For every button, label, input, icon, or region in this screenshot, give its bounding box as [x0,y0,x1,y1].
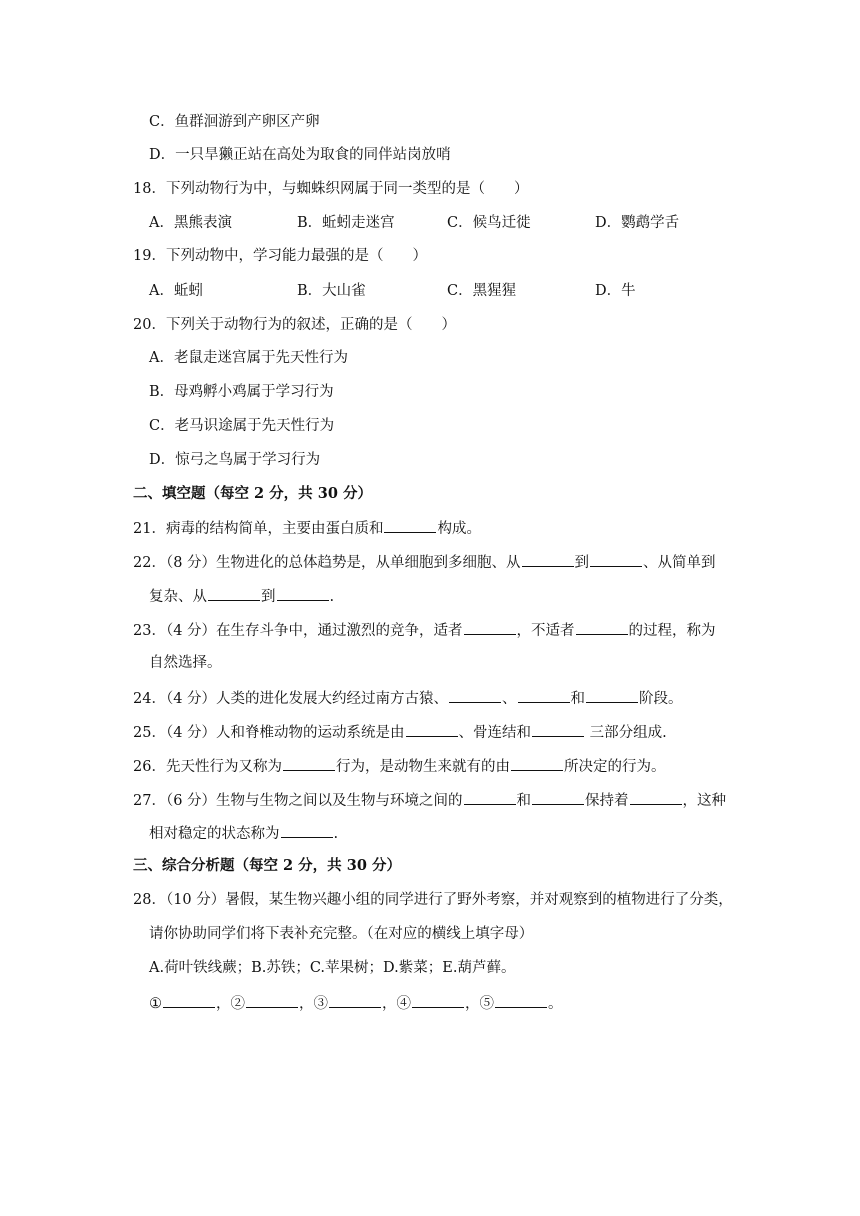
q24-text-c: 和 [570,691,586,707]
answer-blank[interactable] [464,619,516,635]
q23-text-c: 的过程，称为 [628,623,716,639]
answer-blank-3[interactable] [329,992,381,1008]
section-2-heading: 二、填空题（每空 2 分，共 30 分） [133,485,372,502]
q19-option-b: B．大山雀 [297,283,366,299]
q27-text-d: ，这种 [682,793,727,809]
q18-option-b: B．蚯蚓走迷宫 [297,215,395,231]
answer-blank[interactable] [208,585,260,601]
q25-text-b: 、骨连结和 [458,725,532,741]
q24-text-a: 24．（4 分）人类的进化发展大约经过南方古猿、 [133,691,449,707]
answer-blank[interactable] [281,822,333,838]
comma: ， [465,996,480,1012]
comma: ， [216,996,231,1012]
q26-text-c: 所决定的行为。 [563,759,666,775]
q17-option-d: D．一只旱獭正站在高处为取食的同伴站岗放哨 [149,147,451,163]
q19-option-d: D．牛 [595,283,636,299]
section-3-heading: 三、综合分析题（每空 2 分，共 30 分） [133,857,401,874]
q23-line-1 [133,619,716,641]
q27-text-c: 保持着 [585,793,629,809]
answer-blank[interactable] [630,789,682,805]
answer-blank[interactable] [576,619,628,635]
q19-option-c: C．黑猩猩 [447,283,517,299]
answer-blank[interactable] [406,721,458,737]
q24-text-b: 、 [502,691,517,707]
answer-blank[interactable] [464,789,516,805]
q18-option-a: A．黑熊表演 [149,215,232,231]
q22-line-1 [133,551,716,573]
answer-blank-1[interactable] [163,992,215,1008]
circled-three: ③ [313,996,328,1012]
q25-text-a: 25．（4 分）人和脊椎动物的运动系统是由 [133,725,405,741]
q23-text-b: ，不适者 [516,623,575,639]
answer-blank-5[interactable] [495,992,547,1008]
q22-text-d: 复杂、从 [149,589,207,605]
q22-line-2 [149,585,334,607]
answer-blank[interactable] [283,755,335,771]
q19-option-a: A．蚯蚓 [149,283,203,299]
q21 [133,517,481,539]
q23-line-2: 自然选择。 [149,655,222,671]
q27-text-b: 和 [516,793,532,809]
q22-text-a: 22．（8 分）生物进化的总体趋势是，从单细胞到多细胞、从 [133,555,521,571]
q20-option-b: B．母鸡孵小鸡属于学习行为 [149,384,334,400]
comma: ， [299,996,314,1012]
q27-line-1 [133,789,726,811]
answer-blank[interactable] [522,551,574,567]
answer-blank[interactable] [449,687,501,703]
comma: ， [382,996,397,1012]
q20-option-c: C．老马识途属于先天性行为 [149,418,335,434]
q18-stem: 18．下列动物行为中，与蜘蛛织网属于同一类型的是（ ） [133,181,529,197]
q26-text-b: 行为，是动物生来就有的由 [335,759,510,775]
q18-option-d: D．鹦鹉学舌 [595,215,680,231]
q22-text-b: 到 [574,555,590,571]
q20-stem: 20．下列关于动物行为的叙述，正确的是（ ） [133,317,456,333]
answer-blank[interactable] [586,687,638,703]
q22-text-e: 到 [261,589,276,605]
q27-text-a: 27．（6 分）生物与生物之间以及生物与环境之间的 [133,793,463,809]
q20-option-d: D．惊弓之鸟属于学习行为 [149,452,321,468]
q21-text-a: 21．病毒的结构简单，主要由蛋白质和 [133,521,384,537]
answer-blank[interactable] [590,551,642,567]
answer-blank[interactable] [518,687,570,703]
q22-text-f: . [329,589,335,605]
q18-option-c: C．候鸟迁徙 [447,215,531,231]
answer-blank[interactable] [277,585,329,601]
q27-text-e: 相对稳定的状态称为 [149,826,280,842]
q24 [133,687,683,709]
circled-one: ① [149,996,162,1012]
q27-text-f: . [333,826,339,842]
answer-blank-4[interactable] [412,992,464,1008]
q26 [133,755,665,777]
period: 。 [548,996,563,1012]
circled-four: ④ [396,996,411,1012]
answer-blank[interactable] [532,789,584,805]
answer-blank[interactable] [532,721,584,737]
q24-text-d: 阶段。 [639,691,683,707]
q25-text-c: 三部分组成. [585,725,667,741]
q23-text-a: 23．（4 分）在生存斗争中，通过激烈的竞争，适者 [133,623,463,639]
answer-blank[interactable] [511,755,563,771]
q28-plant-list: A.荷叶铁线蕨；B.苏铁；C.苹果树；D.紫菜；E.葫芦藓。 [149,960,516,976]
q17-option-c: C．鱼群洄游到产卵区产卵 [149,114,320,130]
q20-option-a: A．老鼠走迷宫属于先天性行为 [149,350,348,366]
q28-answer-line [149,992,563,1014]
q28-line-2: 请你协助同学们将下表补充完整。（在对应的横线上填字母） [149,926,534,942]
q22-text-c: 、从简单到 [643,555,716,571]
q27-line-2 [149,822,338,844]
q26-text-a: 26．先天性行为又称为 [133,759,282,775]
circled-two: ② [230,996,245,1012]
circled-five: ⑤ [479,996,494,1012]
q28-line-1: 28．（10 分）暑假，某生物兴趣小组的同学进行了野外考察，并对观察到的植物进行了分类， [133,892,733,908]
answer-blank-2[interactable] [246,992,298,1008]
q19-stem: 19．下列动物中，学习能力最强的是（ ） [133,248,427,264]
answer-blank[interactable] [384,517,436,533]
q25 [133,721,667,743]
q21-text-b: 构成。 [437,521,481,537]
